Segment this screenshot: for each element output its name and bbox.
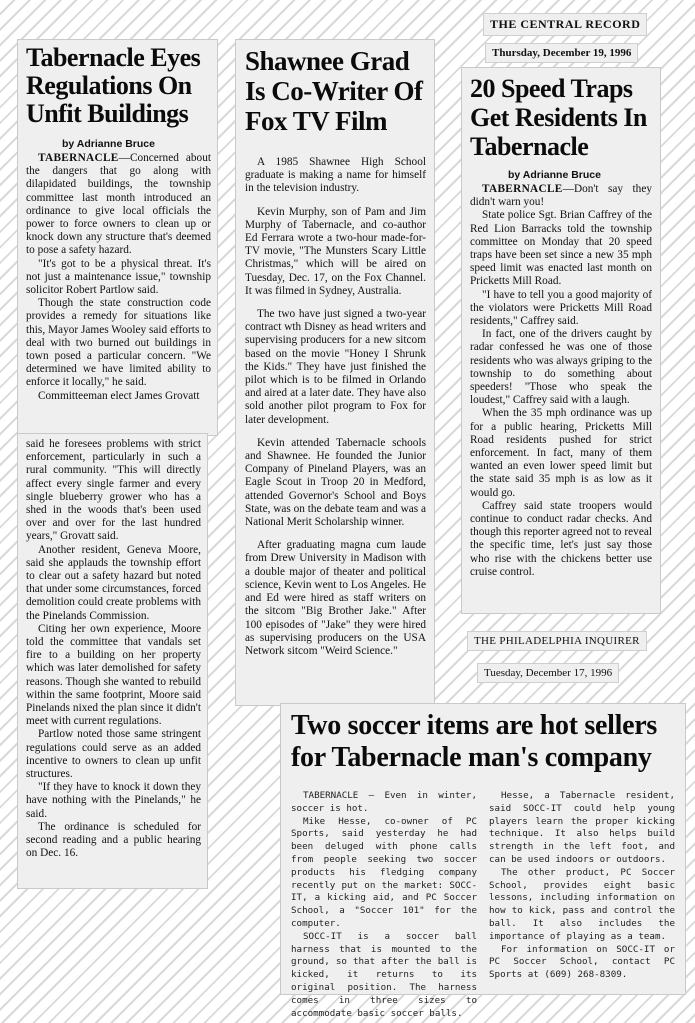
article-body	[26, 438, 201, 861]
inquirer-date	[478, 664, 618, 682]
article-unfit-buildings-bottom	[18, 434, 207, 888]
paragraph: After graduating magna cum laude from Drew University in Madison with a double major of theater and political science, Kevin went to Los Angeles. He and Ed were hired as staff writers on the sitcom "Big Brother Jake." After 100 episodes of "Jake" they were hired as supervising producers on the USA Network sitcom "Weird Science."	[245, 539, 426, 657]
paragraph: State police Sgt. Brian Caffrey of the Red Lion Barracks told the township committee on Monday that 20 speed traps have been set since a new 35 mph speed limit was enacted last month on Pricketts Mill Road.	[470, 209, 652, 288]
paragraph: Caffrey said state troopers would continue to conduct radar checks. And though this reporter agreed not to reveal the specific time, let's just say those who rise with the chickens better use cruise control.	[470, 499, 652, 578]
paragraph: said he foresees problems with strict enforcement, particularly in such a rural community. "This will directly affect every single farmer and every single blueberry grower who has a shed in the woods that's been used over and over for the last hundred years," Grovatt said.	[26, 438, 201, 543]
paper-date: Tuesday, December 17, 1996	[484, 667, 613, 679]
paragraph: —Don't say they didn't warn you!	[470, 183, 652, 209]
dateline: TABERNACLE	[482, 183, 563, 195]
article-unfit-buildings-top	[18, 40, 217, 435]
inquirer-masthead	[468, 632, 646, 650]
paragraph: Citing her own experience, Moore told the committee that vandals set fire to a building on her property which was later demolished for safety reasons. Though she wanted to rebuild within the same footprint, Moore said Pinelands nixed the plan since it didn't meet with current regulations.	[26, 622, 201, 728]
paragraph: A 1985 Shawnee High School graduate is making a name for himself in the television industry.	[245, 156, 426, 195]
article-shawnee-grad	[236, 40, 434, 705]
paragraph: —Concerned about the dangers that go along with dilapidated buildings, the township committee last month introduced an ordinance to give local officials the power to force owners to clean up or knock down any structure that's deemed to pose a safety hazard.	[26, 152, 211, 257]
paragraph: The ordinance is scheduled for second reading and a public hearing on Dec. 16.	[26, 820, 201, 860]
byline: by Adrianne Bruce	[62, 138, 155, 150]
article-headline: Tabernacle Eyes Regulations On Unfit Buildings	[26, 43, 201, 128]
article-column-right	[489, 790, 675, 1020]
article-headline: 20 Speed Traps Get Residents In Tabernacle	[470, 74, 647, 161]
paragraph: Committeeman elect James Grovatt	[38, 389, 200, 402]
article-columns	[291, 790, 675, 1020]
article-body	[245, 156, 426, 658]
paragraph: Another resident, Geneva Moore, said she applauds the township effort to clear out a safety hazard but noted that under some circumstances, forced demolition could create problems with the Pinelands Commission.	[26, 543, 201, 622]
paragraph: For information on SOCC-IT or PC Soccer School, contact PC Sports at (609) 268-8309.	[489, 943, 675, 981]
paragraph: Hesse, a Tabernacle resident, said SOCC-IT could help young players learn the proper kicking technique. It also helps build strength in the left foot, and can be used indoors or outdoors.	[489, 790, 675, 865]
article-body	[26, 152, 211, 403]
article-speed-traps	[462, 68, 660, 613]
paragraph: Though the state construction code provides a remedy for situations like this, Mayor James Wooley said efforts to deal with two burned out buildings in town posed a particular concern. "We determined we have limited ability to enforce it locally," he said.	[26, 297, 211, 389]
paper-name: THE CENTRAL RECORD	[490, 17, 641, 31]
paper-date: Thursday, December 19, 1996	[492, 47, 632, 59]
paragraph: SOCC-IT is a soccer ball harness that is mounted to the ground, so that after the ball is kicked, it returns to its original position. The harness comes in three sizes to accommodate basic soccer balls.	[291, 930, 477, 1019]
central-record-masthead	[484, 14, 646, 35]
paragraph: In fact, one of the drivers caught by radar confessed he was one of those residents who was always griping to the township to do something about speeders! "Those who speak the loudest," Caffrey said with a laugh.	[470, 328, 652, 407]
paragraph: When the 35 mph ordinance was up for a public hearing, Pricketts Mill Road residents pushed for strict enforcement. In fact, many of them wanted an even lower speed limit but the state said 35 mph is as low as it would go.	[470, 407, 652, 499]
central-record-date	[486, 44, 637, 62]
dateline: TABERNACLE	[38, 152, 119, 164]
paragraph: "I have to tell you a good majority of the violators were Pricketts Mill Road residents," Caffrey said.	[470, 288, 652, 328]
paragraph: "It's got to be a physical threat. It's not just a maintenance issue," township solicitor Robert Partlow said.	[26, 257, 211, 297]
paragraph: Kevin Murphy, son of Pam and Jim Murphy of Tabernacle, and co-author Ed Ferrara wrote a two-hour made-for-TV movie, "The Munsters Scary Little Christmas," which will be aired on Tuesday, Dec. 17, on the Fox Channel. It was filmed in Sydney, Australia.	[245, 205, 426, 297]
paragraph: Kevin attended Tabernacle schools and Shawnee. He founded the Junior Company of Pineland Players, was an Eagle Scout in Troop 20 in Medford, attended Governor's School and Boys State, was on the debate team and was a National Merit Scholarship winner.	[245, 436, 426, 529]
paragraph: Mike Hesse, co-owner of PC Sports, said yesterday he had been deluged with phone calls from people seeking two soccer products his fledging company recently put on the market: SOCC-IT, a kicking aid, and PC Soccer School, a "Soccer 101" for the computer.	[291, 815, 477, 929]
article-column-left	[291, 790, 477, 1020]
paragraph: TABERNACLE — Even in winter, soccer is hot.	[291, 790, 477, 814]
article-headline: Shawnee Grad Is Co-Writer Of Fox TV Film	[245, 46, 423, 136]
paper-name: THE PHILADELPHIA INQUIRER	[474, 635, 640, 647]
article-body	[470, 183, 652, 579]
byline: by Adrianne Bruce	[508, 169, 601, 181]
article-soccer-items	[281, 704, 685, 1019]
paragraph: "If they have to knock it down they have nothing with the Pinelands," he said.	[26, 781, 201, 820]
article-headline: Two soccer items are hot sellers for Tabernacle man's company	[291, 710, 657, 773]
paragraph: The other product, PC Soccer School, provides eight basic lessons, including information on how to kick, pass and control the ball. It also includes the importance of playing as a team.	[489, 866, 675, 942]
paragraph: The two have just signed a two-year contract wth Disney as head writers and supervising producers for a new sitcom based on the movie "Honey I Shrunk the Kids." They have just finished the pilot which is to be filmed in Orlando and aired at a later date. They have also sold another pilot program to Fox for later development.	[245, 308, 426, 426]
paragraph: Partlow noted those same stringent regulations could serve as an added incentive to owners to clean up unfit structures.	[26, 728, 201, 781]
